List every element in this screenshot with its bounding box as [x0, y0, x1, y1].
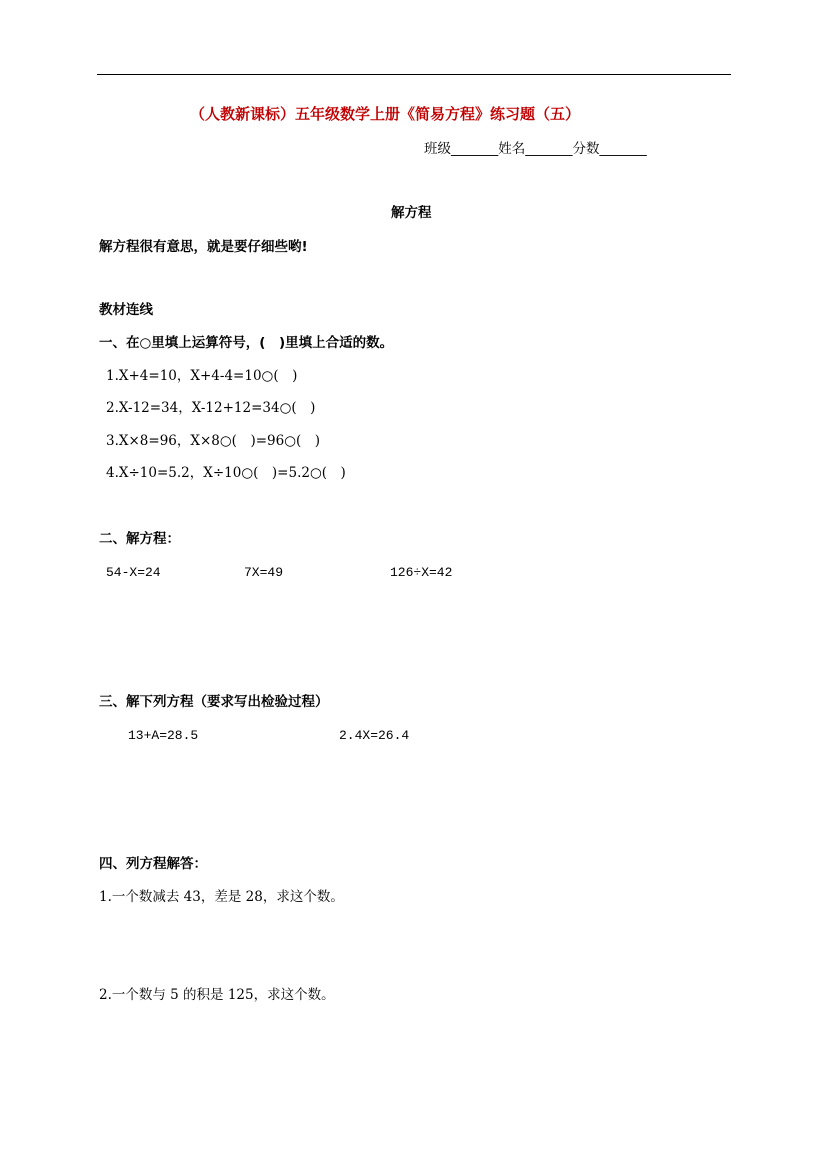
- equation: 54-X=24: [106, 565, 161, 580]
- word-problem: 2.一个数与 5 的积是 125，求这个数。: [99, 987, 335, 1003]
- equation: 2.4X=26.4: [339, 728, 410, 743]
- question-1-item: 1.X+4=10，X+4-4=10○( ): [106, 368, 298, 384]
- document-title: （人教新课标）五年级数学上册《简易方程》练习题（五）: [190, 105, 581, 123]
- equation: 7X=49: [244, 565, 284, 580]
- part-label: 教材连线: [99, 302, 153, 318]
- question-1-item: 2.X-12=34，X-12+12=34○( ): [106, 400, 316, 416]
- question-4-heading: 四、列方程解答：: [99, 856, 207, 872]
- intro-text: 解方程很有意思，就是要仔细些哟!: [99, 239, 308, 255]
- section-title: 解方程: [391, 205, 432, 221]
- equation: 126÷X=42: [390, 565, 453, 580]
- question-3-heading: 三、解下列方程（要求写出检验过程）: [99, 694, 329, 710]
- equation: 13+A=28.5: [128, 728, 199, 743]
- student-info-fields: 班级_______姓名_______分数_______: [424, 141, 647, 157]
- question-1-item: 4.X÷10=5.2，X÷10○( )=5.2○( ): [106, 465, 346, 481]
- question-2-heading: 二、解方程：: [99, 531, 180, 547]
- word-problem: 1.一个数减去 43，差是 28，求这个数。: [99, 889, 344, 905]
- header-rule: [97, 74, 731, 75]
- question-1-heading: 一、在○里填上运算符号，( )里填上合适的数。: [99, 335, 394, 351]
- question-1-item: 3.X×8=96，X×8○( )=96○( ): [106, 433, 321, 449]
